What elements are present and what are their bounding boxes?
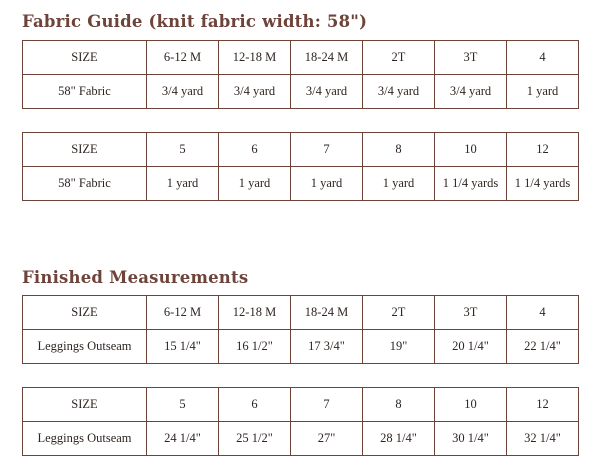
value-cell: 3/4 yard [291,75,363,109]
fabric-guide-title: Fabric Guide (knit fabric width: 58") [22,12,368,31]
header-cell: 3T [435,296,507,330]
value-cell: 15 1/4" [147,330,219,364]
header-cell: 5 [147,133,219,167]
header-cell: SIZE [23,133,147,167]
row-label-cell: Leggings Outseam [23,330,147,364]
value-cell: 27" [291,422,363,456]
header-cell: 7 [291,133,363,167]
value-cell: 3/4 yard [147,75,219,109]
header-cell: 12-18 M [219,41,291,75]
value-cell: 20 1/4" [435,330,507,364]
header-cell: 10 [435,133,507,167]
value-cell: 19" [363,330,435,364]
header-row [23,41,579,75]
value-cell: 3/4 yard [435,75,507,109]
header-cell: 2T [363,296,435,330]
value-cell: 1 yard [291,167,363,201]
header-cell: 12-18 M [219,296,291,330]
value-cell: 1 yard [507,75,579,109]
value-cell: 24 1/4" [147,422,219,456]
value-cell: 28 1/4" [363,422,435,456]
header-cell: 12 [507,388,579,422]
value-cell: 3/4 yard [363,75,435,109]
header-cell: 4 [507,41,579,75]
header-cell: 10 [435,388,507,422]
value-cell: 30 1/4" [435,422,507,456]
fabric-guide-table-2 [22,132,579,201]
header-cell: 6 [219,133,291,167]
value-cell: 17 3/4" [291,330,363,364]
header-cell: 6-12 M [147,41,219,75]
header-cell: 7 [291,388,363,422]
table-row [23,75,579,109]
header-row [23,296,579,330]
row-label-cell: 58" Fabric [23,75,147,109]
header-cell: 18-24 M [291,296,363,330]
fabric-guide-table-1 [22,40,579,109]
header-row [23,388,579,422]
header-cell: 8 [363,388,435,422]
table-row [23,167,579,201]
table-row [23,422,579,456]
header-cell: 5 [147,388,219,422]
header-row [23,133,579,167]
row-label-cell: Leggings Outseam [23,422,147,456]
value-cell: 1 yard [363,167,435,201]
value-cell: 32 1/4" [507,422,579,456]
value-cell: 3/4 yard [219,75,291,109]
value-cell: 1 1/4 yards [507,167,579,201]
header-cell: SIZE [23,388,147,422]
header-cell: 6 [219,388,291,422]
value-cell: 16 1/2" [219,330,291,364]
header-cell: 12 [507,133,579,167]
header-cell: 8 [363,133,435,167]
header-cell: 6-12 M [147,296,219,330]
header-cell: 4 [507,296,579,330]
finished-measurements-table-2 [22,387,579,456]
finished-measurements-table-1 [22,295,579,364]
header-cell: 3T [435,41,507,75]
value-cell: 25 1/2" [219,422,291,456]
header-cell: 2T [363,41,435,75]
finished-measurements-title: Finished Measurements [22,268,249,287]
table-row [23,330,579,364]
header-cell: 18-24 M [291,41,363,75]
row-label-cell: 58" Fabric [23,167,147,201]
value-cell: 22 1/4" [507,330,579,364]
value-cell: 1 yard [147,167,219,201]
header-cell: SIZE [23,296,147,330]
value-cell: 1 yard [219,167,291,201]
value-cell: 1 1/4 yards [435,167,507,201]
header-cell: SIZE [23,41,147,75]
